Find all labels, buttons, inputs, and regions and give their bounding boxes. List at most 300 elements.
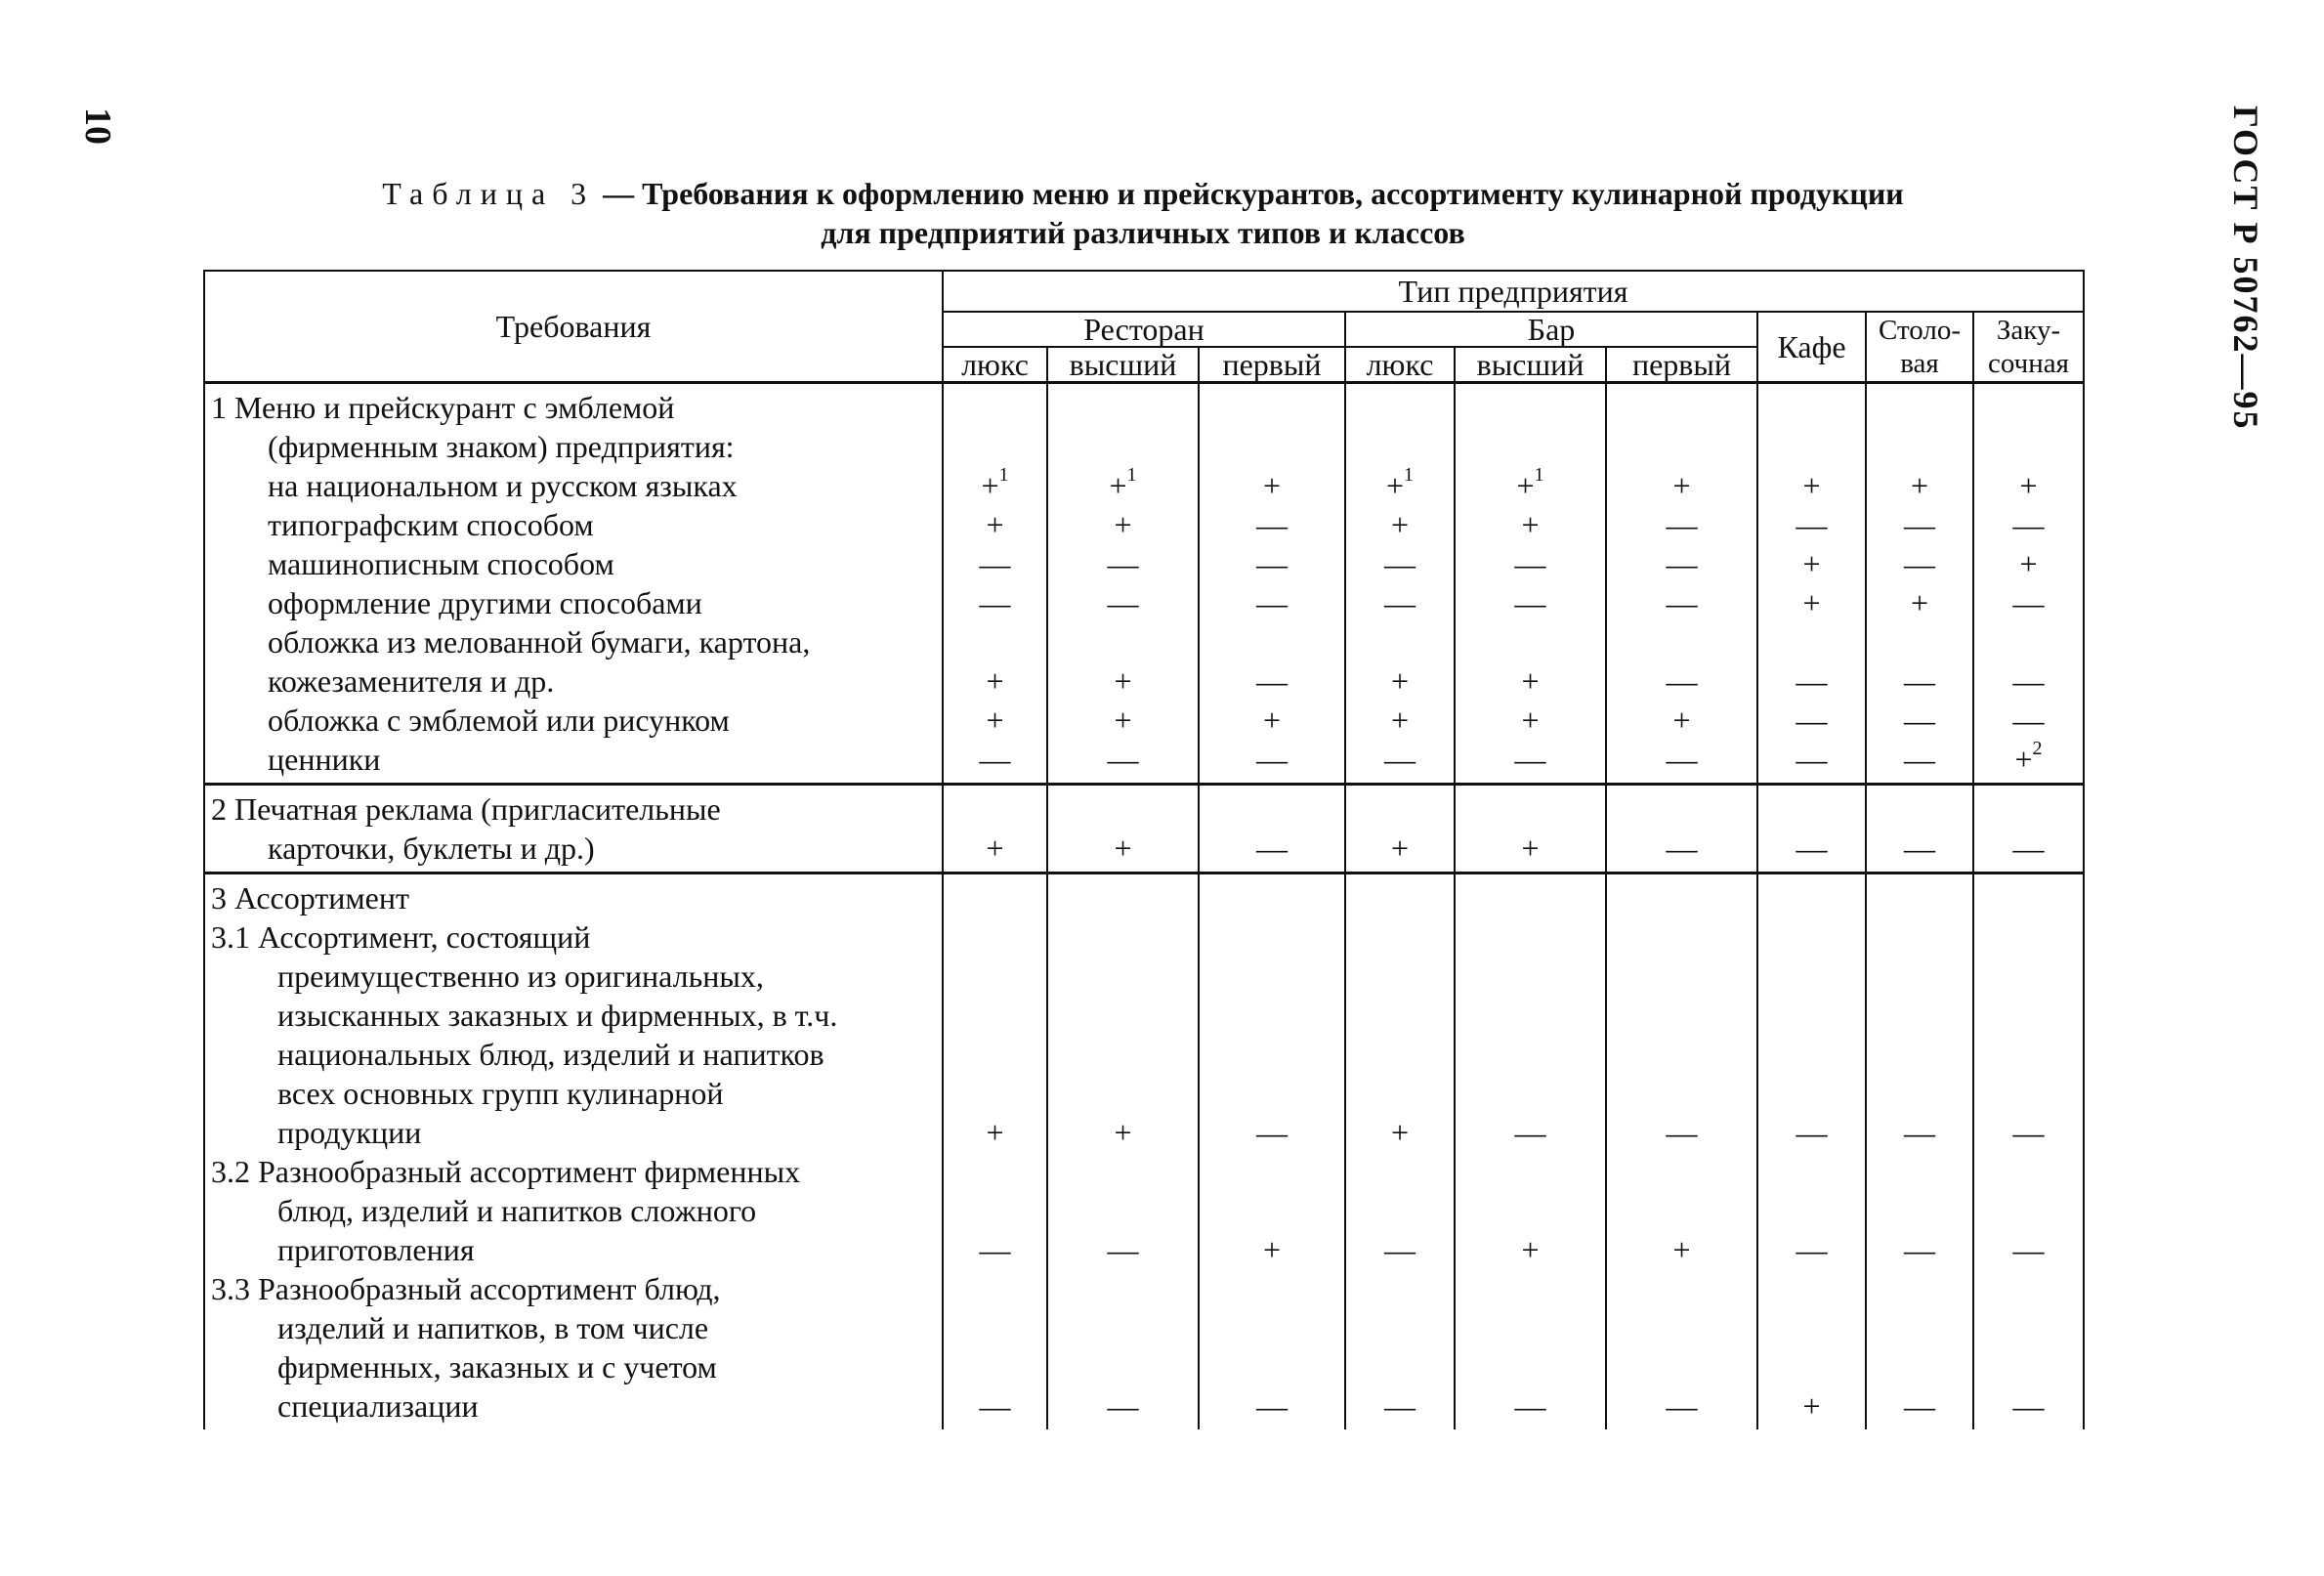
mark-cell	[943, 873, 1047, 1430]
mark-value	[1867, 917, 1972, 957]
mark-cell	[1973, 785, 2084, 873]
mark-value	[1200, 622, 1344, 661]
mark-value: +	[1672, 703, 1691, 738]
mark-value	[1048, 1269, 1198, 1308]
mark-value	[1200, 957, 1344, 996]
mark-value: +	[1114, 663, 1132, 699]
mark-cell	[1455, 873, 1606, 1430]
mark-cell	[1866, 383, 1973, 785]
requirement-line: кожезаменителя и др.	[268, 663, 555, 699]
mark-value	[1346, 917, 1454, 957]
mark-value: +	[1114, 507, 1132, 542]
mark-value: +	[1521, 1232, 1540, 1267]
mark-value	[1974, 996, 2083, 1035]
mark-value: +	[986, 703, 1004, 738]
mark-value	[1974, 957, 2083, 996]
mark-value	[944, 878, 1046, 917]
mark-value: —	[1107, 546, 1139, 581]
mark-value	[1867, 996, 1972, 1035]
mark-value: —	[1904, 1115, 1935, 1150]
mark-value	[1200, 1035, 1344, 1074]
mark-value: —	[979, 546, 1011, 581]
mark-cell	[1866, 873, 1973, 1430]
mark-value	[1200, 1074, 1344, 1113]
mark-value	[1346, 789, 1454, 829]
mark-cell	[1345, 873, 1455, 1430]
mark-value	[1048, 1191, 1198, 1230]
requirements-table	[203, 270, 2085, 1429]
mark-value: +	[1262, 703, 1282, 738]
mark-value: —	[1796, 831, 1828, 866]
mark-value: —	[2012, 585, 2045, 620]
mark-value: +	[1114, 831, 1132, 866]
mark-value	[1974, 622, 2083, 661]
requirement-line: изысканных заказных и фирменных, в т.ч.	[277, 998, 838, 1033]
mark-value: —	[1904, 663, 1935, 699]
mark-value	[1346, 996, 1454, 1035]
mark-value: +	[1910, 468, 1929, 503]
mark-cell	[1199, 785, 1345, 873]
requirement-line: 2 Печатная реклама (пригласительные	[211, 791, 721, 827]
mark-value	[1607, 957, 1756, 996]
mark-value	[1200, 789, 1344, 829]
mark-value	[1607, 1035, 1756, 1074]
header-restaurant-first: первый	[1199, 347, 1345, 383]
mark-value	[1758, 622, 1865, 661]
requirement-line: специализации	[277, 1388, 479, 1424]
requirement-line: фирменных, заказных и с учетом	[277, 1349, 717, 1384]
mark-value: —	[1256, 742, 1288, 777]
mark-value	[1346, 622, 1454, 661]
mark-value: +$^1$	[1516, 464, 1544, 503]
header-restaurant: Ресторан	[943, 312, 1345, 347]
mark-value	[1456, 789, 1605, 829]
mark-value	[1974, 878, 2083, 917]
mark-value: —	[1384, 1388, 1416, 1424]
mark-value	[944, 1152, 1046, 1191]
table-row	[204, 383, 2084, 785]
requirement-cell	[204, 873, 943, 1430]
mark-value	[1346, 1152, 1454, 1191]
mark-cell	[1606, 383, 1757, 785]
mark-value	[944, 789, 1046, 829]
mark-value	[1867, 1152, 1972, 1191]
mark-value	[1048, 957, 1198, 996]
mark-value	[1048, 996, 1198, 1035]
mark-value	[944, 1074, 1046, 1113]
mark-value: +	[1910, 585, 1929, 620]
mark-value: —	[1904, 703, 1935, 738]
table-caption	[225, 174, 2061, 252]
mark-value	[944, 1308, 1046, 1347]
footnote-marker: 1	[1534, 464, 1544, 487]
mark-value	[1200, 1269, 1344, 1308]
mark-value: —	[979, 742, 1011, 777]
mark-cell	[1757, 785, 1866, 873]
mark-value	[1867, 957, 1972, 996]
mark-value	[1346, 427, 1454, 466]
mark-cell	[1047, 785, 1199, 873]
mark-value: +	[1390, 663, 1410, 699]
mark-value	[1758, 996, 1865, 1035]
mark-value: +	[1390, 703, 1410, 738]
mark-value	[1974, 1074, 2083, 1113]
mark-value	[1974, 917, 2083, 957]
mark-value: +	[1262, 1232, 1282, 1267]
mark-value: —	[1796, 703, 1828, 738]
mark-value: —	[1256, 507, 1288, 542]
mark-value: —	[2012, 1232, 2045, 1267]
requirement-line: типографским способом	[268, 507, 594, 542]
mark-value: —	[1384, 1232, 1416, 1267]
mark-value: —	[2012, 831, 2045, 866]
mark-value	[1346, 1308, 1454, 1347]
requirement-line: национальных блюд, изделий и напитков	[277, 1037, 824, 1072]
mark-value: —	[1256, 585, 1288, 620]
mark-value: —	[1256, 1115, 1288, 1150]
header-canteen	[1866, 312, 1973, 383]
mark-value	[1607, 1308, 1756, 1347]
requirement-cell	[204, 785, 943, 873]
header-bar-highest: высший	[1455, 347, 1606, 383]
mark-value: +	[986, 507, 1004, 542]
page-number: 10	[77, 107, 118, 145]
mark-value	[944, 1347, 1046, 1386]
mark-value	[1456, 957, 1605, 996]
mark-value: —	[979, 1232, 1011, 1267]
header-restaurant-highest: высший	[1047, 347, 1199, 383]
mark-value: +	[2019, 468, 2038, 503]
mark-value: +	[1114, 703, 1132, 738]
header-snack-bar	[1973, 312, 2084, 383]
mark-value	[1974, 1308, 2083, 1347]
mark-value	[1974, 388, 2083, 427]
mark-value	[1346, 1035, 1454, 1074]
requirement-line: блюд, изделий и напитков сложного	[277, 1193, 757, 1228]
mark-value	[1758, 1308, 1865, 1347]
mark-value	[1346, 957, 1454, 996]
mark-cell	[1199, 873, 1345, 1430]
mark-value	[944, 388, 1046, 427]
mark-value: +$^1$	[1109, 464, 1137, 503]
mark-value	[1867, 1191, 1972, 1230]
mark-value: —	[2012, 1388, 2045, 1424]
mark-value: —	[1107, 742, 1139, 777]
table-title-line-1: — Требования к оформлению меню и прейскурантов, ассортименту кулинарной продукции	[595, 176, 1904, 211]
mark-value: —	[1904, 742, 1935, 777]
mark-cell	[1757, 873, 1866, 1430]
header-enterprise-type: Тип предприятия	[943, 271, 2084, 312]
mark-value	[1758, 1347, 1865, 1386]
table-label: Таблица 3	[382, 176, 596, 211]
mark-value: +	[1521, 663, 1540, 699]
mark-value: —	[1514, 1388, 1546, 1424]
requirement-line: машинописным способом	[268, 546, 614, 581]
mark-value: —	[1796, 1115, 1828, 1150]
mark-value: —	[1384, 742, 1416, 777]
mark-value: +$^1$	[981, 464, 1009, 503]
mark-value	[1346, 878, 1454, 917]
footnote-marker: 1	[1404, 464, 1415, 487]
requirement-line: приготовления	[277, 1232, 475, 1267]
header-bar-first: первый	[1606, 347, 1757, 383]
mark-value	[1200, 878, 1344, 917]
mark-value	[1607, 1074, 1756, 1113]
mark-value	[1758, 878, 1865, 917]
mark-value: +	[2019, 546, 2038, 581]
mark-cell	[1866, 785, 1973, 873]
mark-value: —	[1904, 546, 1935, 581]
mark-value: —	[1107, 1388, 1139, 1424]
mark-value	[1456, 878, 1605, 917]
mark-value: —	[979, 585, 1011, 620]
mark-value: +	[1390, 507, 1410, 542]
mark-value	[1456, 917, 1605, 957]
table-row	[204, 873, 2084, 1430]
mark-value	[1867, 1035, 1972, 1074]
mark-value	[1346, 1074, 1454, 1113]
requirement-line: 3.2 Разнообразный ассортимент фирменных	[211, 1154, 801, 1189]
mark-value: —	[1256, 546, 1288, 581]
mark-value: —	[1256, 831, 1288, 866]
mark-value	[1456, 1152, 1605, 1191]
mark-value	[1200, 1347, 1344, 1386]
header-snack-bar-line-2: сочная	[1988, 348, 2069, 379]
mark-value: —	[1904, 507, 1935, 542]
mark-cell	[1455, 383, 1606, 785]
mark-value	[1048, 1152, 1198, 1191]
mark-value	[1867, 1347, 1972, 1386]
mark-value	[1048, 427, 1198, 466]
mark-cell	[1047, 383, 1199, 785]
mark-value: +	[986, 1115, 1004, 1150]
mark-value: —	[1796, 742, 1828, 777]
header-bar: Бар	[1345, 312, 1757, 347]
mark-value: —	[1256, 663, 1288, 699]
mark-value: —	[1107, 585, 1139, 620]
mark-value	[1456, 1347, 1605, 1386]
mark-value	[1607, 917, 1756, 957]
requirement-line: 3 Ассортимент	[211, 880, 409, 916]
mark-value	[1048, 878, 1198, 917]
mark-value	[1200, 427, 1344, 466]
mark-value	[1607, 1152, 1756, 1191]
mark-value: —	[1904, 831, 1935, 866]
mark-value	[1607, 427, 1756, 466]
mark-value: +$^1$	[1385, 464, 1415, 503]
requirement-line: (фирменным знаком) предприятия:	[268, 429, 735, 464]
mark-value: —	[1107, 1232, 1139, 1267]
mark-value	[944, 957, 1046, 996]
mark-value	[1048, 789, 1198, 829]
footnote-marker: 1	[1126, 464, 1137, 487]
mark-value: +	[1390, 831, 1410, 866]
mark-value	[1456, 1191, 1605, 1230]
mark-value: —	[1666, 507, 1698, 542]
mark-value: —	[1666, 742, 1698, 777]
mark-value: —	[2012, 507, 2045, 542]
mark-value	[944, 917, 1046, 957]
mark-value	[1607, 878, 1756, 917]
mark-value	[1200, 917, 1344, 957]
header-requirements: Требования	[204, 271, 943, 383]
mark-cell	[943, 785, 1047, 873]
mark-cell	[943, 383, 1047, 785]
mark-cell	[1757, 383, 1866, 785]
mark-value	[1456, 1035, 1605, 1074]
mark-value	[1758, 1269, 1865, 1308]
mark-value	[1758, 1152, 1865, 1191]
mark-value	[1607, 388, 1756, 427]
mark-value	[1974, 789, 2083, 829]
mark-value	[944, 622, 1046, 661]
standard-designation: ГОСТ Р 50762—95	[2226, 106, 2265, 431]
mark-value: —	[1666, 1115, 1698, 1150]
header-snack-bar-line-1: Заку-	[1996, 315, 2061, 346]
mark-value: +	[1262, 468, 1282, 503]
header-bar-lux: люкс	[1345, 347, 1455, 383]
mark-value	[1607, 1269, 1756, 1308]
mark-value: +	[1802, 546, 1821, 581]
mark-value: —	[1796, 1232, 1828, 1267]
requirement-line: изделий и напитков, в том числе	[277, 1310, 709, 1345]
mark-value: +	[1802, 468, 1821, 503]
mark-value: —	[1904, 1388, 1935, 1424]
mark-cell	[1047, 873, 1199, 1430]
table-title-line-2: для предприятий различных типов и классов	[821, 215, 1465, 250]
mark-value	[1867, 1308, 1972, 1347]
mark-value: —	[1514, 585, 1546, 620]
mark-value: —	[2012, 703, 2045, 738]
mark-value: —	[1256, 1388, 1288, 1424]
requirement-line: 3.1 Ассортимент, состоящий	[211, 919, 591, 955]
mark-value: —	[1666, 831, 1698, 866]
mark-value: —	[1384, 585, 1416, 620]
mark-cell	[1345, 383, 1455, 785]
mark-value	[1758, 789, 1865, 829]
mark-value	[1456, 622, 1605, 661]
mark-value: —	[1384, 546, 1416, 581]
mark-value	[1200, 1191, 1344, 1230]
mark-value	[944, 1269, 1046, 1308]
mark-value	[1048, 917, 1198, 957]
mark-value	[1048, 388, 1198, 427]
requirement-line: преимущественно из оригинальных,	[277, 958, 764, 994]
mark-value	[1346, 1191, 1454, 1230]
mark-value	[1200, 388, 1344, 427]
mark-value	[1607, 996, 1756, 1035]
mark-value: +	[986, 663, 1004, 699]
mark-value: —	[1666, 1388, 1698, 1424]
requirement-line: 1 Меню и прейскурант с эмблемой	[211, 390, 675, 425]
mark-cell	[1973, 383, 2084, 785]
mark-value	[1867, 622, 1972, 661]
mark-value: —	[1514, 742, 1546, 777]
requirement-line: оформление другими способами	[268, 585, 702, 620]
mark-value: —	[1514, 546, 1546, 581]
mark-value: —	[1666, 585, 1698, 620]
mark-value	[1048, 1074, 1198, 1113]
mark-cell	[1455, 785, 1606, 873]
mark-value	[1200, 996, 1344, 1035]
mark-value	[1048, 1308, 1198, 1347]
mark-value	[1758, 1191, 1865, 1230]
mark-value	[1456, 427, 1605, 466]
table-row	[204, 785, 2084, 873]
mark-value: —	[1666, 546, 1698, 581]
mark-value	[1974, 1269, 2083, 1308]
mark-cell	[1606, 873, 1757, 1430]
mark-value	[1456, 1269, 1605, 1308]
mark-value	[1346, 388, 1454, 427]
mark-value: +	[1802, 585, 1821, 620]
requirement-cell	[204, 383, 943, 785]
requirement-line: ценники	[268, 742, 381, 777]
mark-value: —	[1514, 1115, 1546, 1150]
mark-value	[1607, 1347, 1756, 1386]
requirement-line: всех основных групп кулинарной	[277, 1076, 724, 1111]
mark-cell	[1973, 873, 2084, 1430]
requirement-line: обложка с эмблемой или рисунком	[268, 703, 730, 738]
mark-value	[944, 427, 1046, 466]
mark-value: —	[1666, 663, 1698, 699]
mark-value: +$^2$	[2014, 738, 2043, 777]
mark-value	[1867, 388, 1972, 427]
mark-value: —	[979, 1388, 1011, 1424]
mark-value: —	[2012, 1115, 2045, 1150]
mark-value: —	[2012, 663, 2045, 699]
mark-value: +	[1802, 1388, 1821, 1424]
mark-value	[1974, 1191, 2083, 1230]
mark-value	[1456, 1074, 1605, 1113]
mark-value: +	[1521, 507, 1540, 542]
mark-value: —	[1796, 507, 1828, 542]
mark-value	[944, 1035, 1046, 1074]
mark-value	[1974, 427, 2083, 466]
header-canteen-line-2: вая	[1900, 348, 1939, 379]
mark-value	[1758, 917, 1865, 957]
mark-value	[1758, 957, 1865, 996]
mark-value	[1200, 1152, 1344, 1191]
mark-value	[944, 1191, 1046, 1230]
mark-value: +	[1390, 1115, 1410, 1150]
mark-value	[1607, 1191, 1756, 1230]
mark-value	[1456, 1308, 1605, 1347]
mark-value: +	[1672, 468, 1691, 503]
mark-value	[1048, 622, 1198, 661]
mark-value	[1048, 1347, 1198, 1386]
mark-value	[1346, 1347, 1454, 1386]
header-cafe: Кафе	[1757, 312, 1866, 383]
mark-cell	[1345, 785, 1455, 873]
mark-value	[1456, 388, 1605, 427]
mark-value: +	[1672, 1232, 1691, 1267]
mark-value	[1974, 1152, 2083, 1191]
mark-value	[1867, 1074, 1972, 1113]
mark-cell	[1606, 785, 1757, 873]
mark-value	[1456, 996, 1605, 1035]
header-canteen-line-1: Столо-	[1879, 315, 1961, 346]
footnote-marker: 2	[2032, 738, 2043, 760]
mark-value	[1346, 1269, 1454, 1308]
requirement-line: продукции	[277, 1115, 422, 1150]
mark-value	[1200, 1308, 1344, 1347]
mark-value	[1758, 1074, 1865, 1113]
mark-value	[1974, 1347, 2083, 1386]
requirement-line: 3.3 Разнообразный ассортимент блюд,	[211, 1271, 721, 1306]
mark-value	[1758, 427, 1865, 466]
footnote-marker: 1	[998, 464, 1009, 487]
